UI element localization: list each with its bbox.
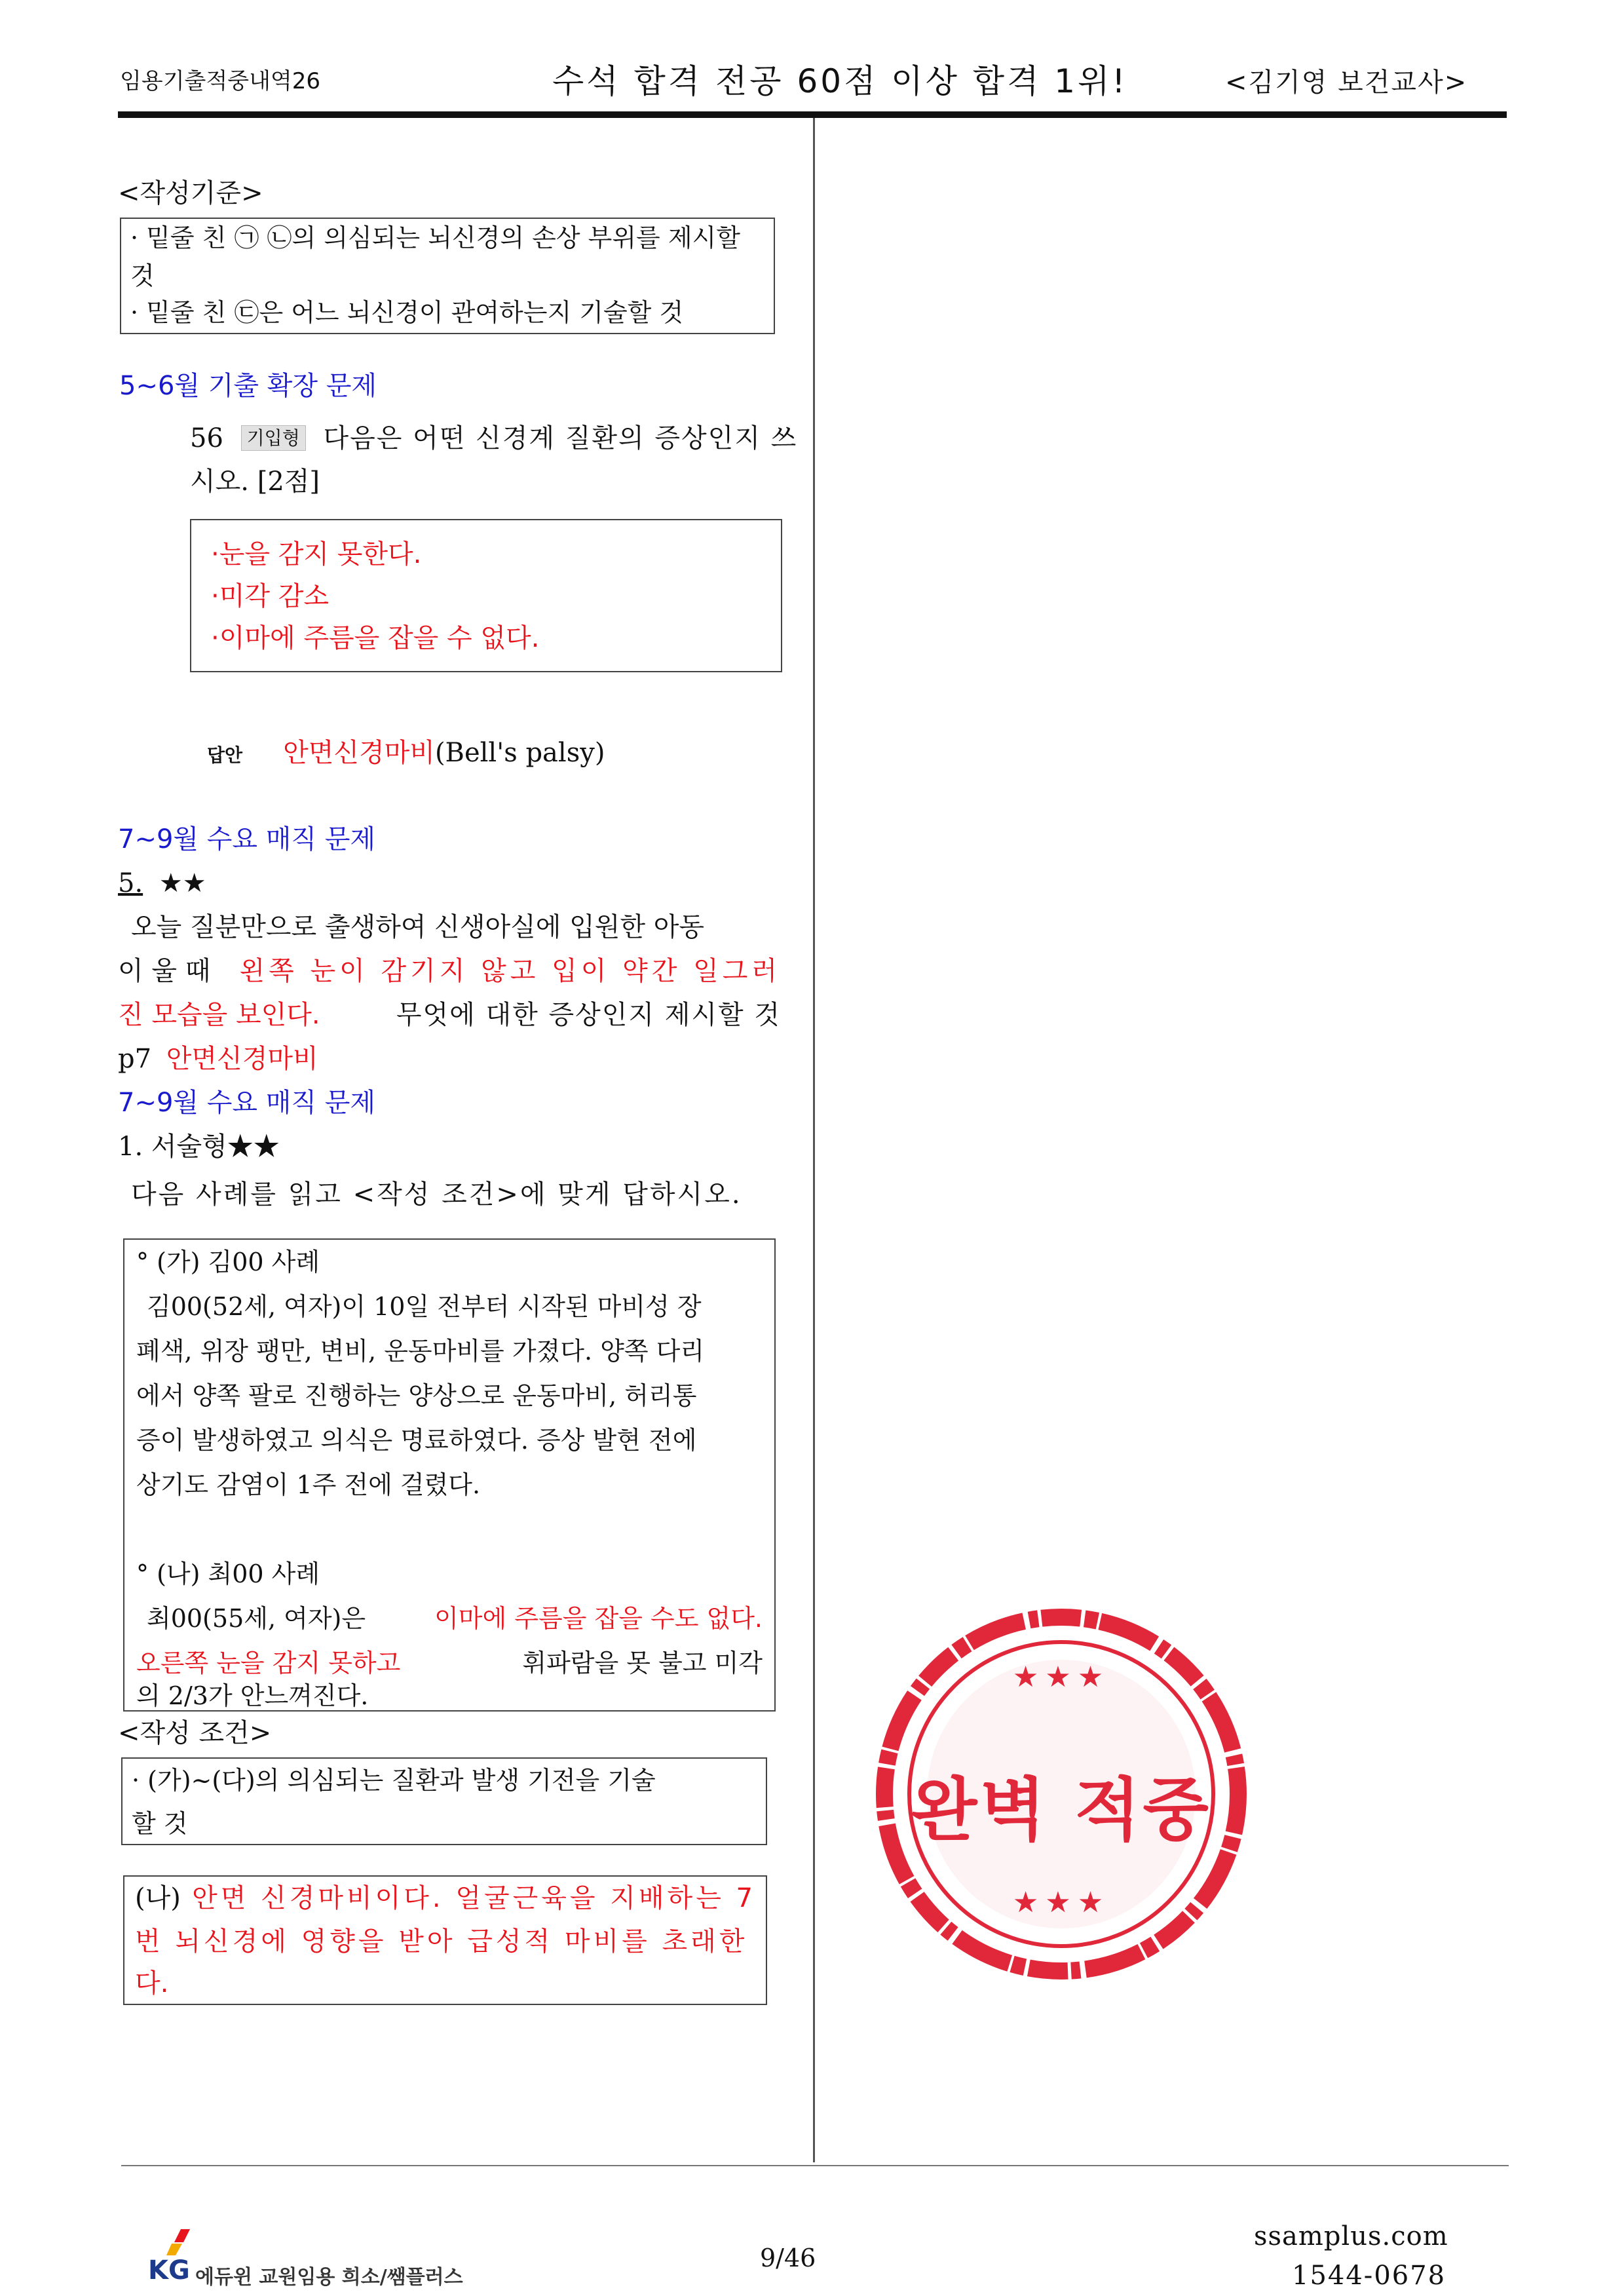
answer-line	[207, 731, 605, 777]
case-line: 최00(55세, 여자)은 이마에 주름을 잡을 수도 없다.	[147, 1604, 763, 1633]
header-rule	[118, 111, 1507, 118]
condition-line: 할 것	[132, 1809, 188, 1838]
question-number-line: 1. 서술형★★	[118, 1132, 280, 1162]
case-line: 증이 발생하였고 의식은 명료하였다. 증상 발현 전에	[136, 1426, 697, 1455]
question-text: 시오. [2점]	[190, 467, 320, 497]
case-line: 폐색, 위장 팽만, 변비, 운동마비를 가졌다. 양쪽 다리	[136, 1337, 705, 1366]
question-text: 진 모습을 보인다. 무엇에 대한 증상인지 제시할 것	[118, 1000, 781, 1030]
conditions-heading: <작성 조건>	[118, 1718, 272, 1748]
case-line: 김00(52세, 여자)이 10일 전부터 시작된 마비성 장	[147, 1292, 702, 1321]
condition-line: · (가)~(다)의 의심되는 질환과 발생 기전을 기술	[132, 1766, 656, 1795]
column-divider	[813, 118, 815, 2162]
question-number: 5.	[118, 868, 143, 898]
section-heading: 7~9월 수요 매직 문제	[118, 824, 376, 854]
case-title: ° (나) 최00 사례	[136, 1559, 320, 1588]
stamp-stars-bottom: ★★★	[1012, 1886, 1110, 1919]
question-type-tag: 기입형	[241, 425, 306, 451]
section-heading: 7~9월 수요 매직 문제	[118, 1088, 376, 1118]
answer-highlight: 안면신경마비	[283, 738, 435, 768]
question-number-line	[118, 862, 206, 906]
question-text: 다음은 어떤 신경계 질환의 증상인지 쓰	[323, 423, 798, 453]
answer-box	[123, 1875, 767, 2005]
page-number: 9/46	[760, 2244, 816, 2272]
header-title: 수석 합격 전공 60점 이상 합격 1위!	[552, 62, 1128, 100]
case-title: ° (가) 김00 사례	[136, 1248, 320, 1276]
footer-logo-text: 에듀윈 교원임용 희소/쌤플러스	[195, 2266, 463, 2289]
case-line: 오른쪽 눈을 감지 못하고 휘파람을 못 불고 미각	[136, 1649, 763, 1677]
case-box	[123, 1238, 776, 1712]
answer-line: 번 뇌신경에 영향을 받아 급성적 마비를 초래한	[135, 1926, 748, 1957]
footer-rule	[121, 2165, 1509, 2166]
instruction-text: 다음 사례를 읽고 <작성 조건>에 맞게 답하시오.	[131, 1179, 742, 1210]
header-left: 임용기출적중내역26	[120, 68, 321, 94]
criteria-line: 것	[130, 261, 155, 290]
section-heading: 5~6월 기출 확장 문제	[119, 371, 377, 401]
question-text: 이 울 때 왼쪽 눈이 감기지 않고 입이 약간 일그러	[118, 956, 781, 986]
case-line: 상기도 감염이 1주 전에 걸렸다.	[136, 1470, 481, 1499]
case-line: 에서 양쪽 팔로 진행하는 양상으로 운동마비, 허리통	[136, 1381, 697, 1410]
symptom-box	[190, 519, 782, 672]
answer-label: 답안	[207, 744, 243, 766]
criteria-box	[120, 218, 775, 334]
criteria-line: · 밑줄 친 ㉠ ㉡의 의심되는 뇌신경의 손상 부위를 제시할	[130, 223, 740, 252]
header-right: <김기영 보건교사>	[1225, 67, 1468, 98]
case-line: 의 2/3가 안느껴진다.	[136, 1681, 369, 1710]
answer-line: 다.	[135, 1968, 169, 1999]
symptom-item: ·미각 감소	[211, 581, 329, 611]
question-text: p7 안면신경마비	[118, 1044, 318, 1074]
stamp-stars-top: ★★★	[1012, 1660, 1110, 1694]
footer-phone: 1544-0678	[1292, 2261, 1446, 2291]
answer-highlight: 안면신경마비	[166, 1044, 318, 1074]
question-number: 56	[190, 423, 223, 453]
footer-site: ssamplus.com	[1254, 2221, 1448, 2251]
symptom-item: ·이마에 주름을 잡을 수 없다.	[211, 623, 540, 653]
symptom-item: ·눈을 감지 못한다.	[211, 539, 422, 569]
footer-logo-kg: KG	[148, 2255, 190, 2286]
criteria-line: · 밑줄 친 ㉢은 어느 뇌신경이 관여하는지 기술할 것	[130, 298, 684, 327]
perfect-hit-stamp	[865, 1598, 1258, 1991]
difficulty-stars: ★★	[159, 868, 206, 898]
answer-line: (나) 안면 신경마비이다. 얼굴근육을 지배하는 7	[135, 1883, 756, 1913]
question-line	[190, 416, 798, 461]
question-text: 오늘 질분만으로 출생하여 신생아실에 입원한 아동	[131, 912, 705, 942]
answer-text: (Bell's palsy)	[434, 738, 605, 768]
conditions-box	[121, 1757, 767, 1845]
criteria-heading: <작성기준>	[118, 178, 263, 208]
stamp-text: 완벽 적중	[911, 1770, 1212, 1850]
